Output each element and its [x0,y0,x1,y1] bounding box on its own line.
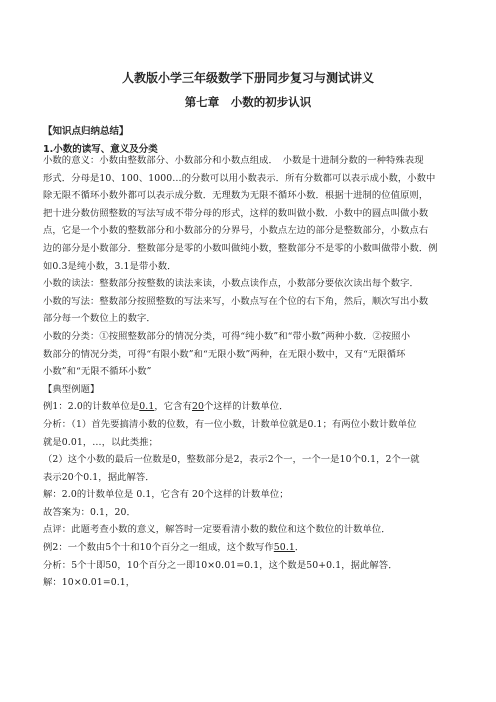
example1-middle: ，它含有 [154,401,192,413]
meaning-line: 小数的意义：小数由整数部分、小数部分和小数点组成． 小数是十进制分数的一种特殊表现 [43,155,424,166]
write-line: 部分每一个数位上的数字． [43,313,156,325]
example1-question [43,398,463,416]
example1-prefix: 例1：2.0的计数单位是 [43,401,140,413]
chapter-title: 第七章 小数的初步认识 [184,95,312,109]
analysis-line: 表示20个0.1，据此解答． [43,471,155,483]
meaning-line: 形式．分母是10、100、1000…的分数可以用小数表示．所有分数都可以表示成小数，小数中 [43,172,436,184]
class-line: 数部分的情况分类，可得“有限小数”和“无限小数”两种，在无限小数中，又有“无限循环 [43,348,406,360]
section1-heading: 1.小数的读写、意义及分类 [43,144,158,155]
body-text [43,152,463,592]
meaning-line: 点，它是一个小数的整数部分和小数部分的分界号，小数点左边的部分是整数部分，小数点右 [43,225,429,237]
comment-line: 点评：此题考查小数的意义，解答时一定要看清小数的数位和这个数位的计数单位． [43,524,391,536]
solution-line: 解：10×0.01=0.1， [43,577,136,589]
example2-blank: 50.1 [273,542,295,554]
analysis-line: 分析：5个十即50，10个百分之一即10×0.01=0.1，这个数是50+0.1，据此解答． [43,559,398,571]
knowledge-heading: 【知识点归纳总结】 [43,126,129,137]
class-line: 小数”和“无限不循环小数” [43,366,152,378]
example1-suffix: 个这样的计数单位． [204,401,289,413]
meaning-line: 如0.3是纯小数，3.1是带小数． [43,260,177,272]
example1-blank1: 0.1 [139,401,155,413]
example2-question [43,539,463,557]
meaning-line: 把十进分数仿照整数的写法写成不带分母的形式，这样的数叫做小数．小数中的圆点叫做小数 [43,207,429,219]
class-line: 小数的分类：①按照整数部分的情况分类，可得“纯小数”和“带小数”两种小数．②按照小 [43,330,411,342]
analysis-line: （2）这个小数的最后一位数是0，整数部分是2，表示2个一，一个一是10个0.1，2个一就 [43,454,420,466]
analysis-line: 就是0.01，…，以此类推； [43,436,159,448]
write-line: 小数的写法：整数部分按照整数的写法来写，小数点写在个位的右下角，然后，顺次写出小数 [43,295,429,307]
analysis-line: 分析：（1）首先要搞清小数的位数，有一位小数，计数单位就是0.1；有两位小数计数单位 [43,418,417,430]
example2-suffix: ． [294,542,305,554]
example-heading: 【典型例题】 [43,383,100,395]
answer-line: 故答案为：0.1，20． [43,506,136,518]
document-title: 人教版小学三年级数学下册同步复习与测试讲义 [121,71,374,85]
example1-blank2: 20 [191,401,204,413]
solution-line: 解：2.0的计数单位是 0.1，它含有 20个这样的计数单位； [43,489,289,501]
example2-prefix: 例2：一个数由5个十和10个百分之一组成，这个数写作 [43,542,274,554]
read-line: 小数的读法：整数部分按整数的读法来读，小数点读作点，小数部分要依次读出每个数字． [43,278,419,290]
meaning-line: 边的部分是小数部分．整数部分是零的小数叫做纯小数，整数部分不是零的小数叫做带小数．例 [43,242,438,254]
meaning-line: 除无限不循环小数外都可以表示成分数．无理数为无限不循环小数．根据十进制的位值原则， [43,190,429,202]
